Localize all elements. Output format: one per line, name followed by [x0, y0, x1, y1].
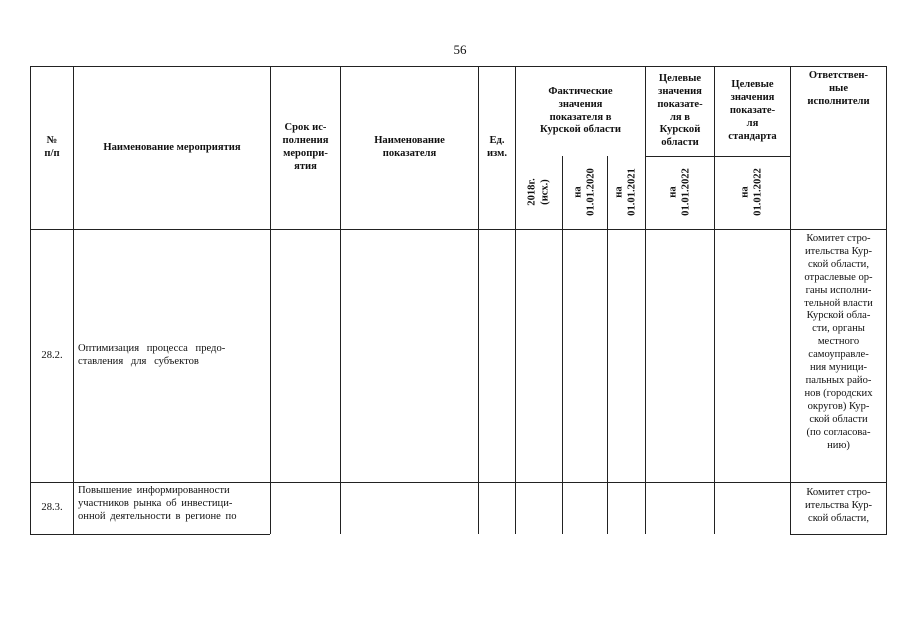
- subheader-2018: 2018г. (исх.): [526, 178, 550, 206]
- header-indicator-name: Наименование показателя: [374, 135, 445, 159]
- row-28-2-number: 28.2.: [41, 349, 63, 361]
- header-responsible: Ответствен- ные исполнители: [807, 70, 870, 107]
- row-28-2-activity: Оптимизация процесса предо- ставления для субъектов: [78, 343, 226, 367]
- subheader-2022-region: на 01.01.2022: [667, 168, 691, 216]
- row-28-3-activity: Повышение информированности участников рынка об инвестици- онной деятельности в регионе по: [78, 485, 237, 522]
- header-target-region: Целевые значения показате- ля в Курской области: [657, 72, 703, 149]
- page-number: 56: [453, 42, 467, 57]
- subheader-2022-standard: на 01.01.2022: [739, 168, 763, 216]
- row-28-3-responsible: Комитет стро- ительства Кур- ской области,: [804, 487, 873, 524]
- header-unit: Ед. изм.: [486, 135, 508, 159]
- header-activity-name: Наименование мероприятия: [103, 141, 241, 153]
- header-deadline: Срок ис- полнения меропри- ятия: [282, 122, 329, 172]
- row-28-3-number: 28.3.: [41, 502, 63, 514]
- header-actual-values: Фактические значения показателя в Курской области: [540, 85, 621, 136]
- header-target-standard: Целевые значения показате- ля стандарта: [728, 79, 777, 142]
- subheader-2020: на 01.01.2020: [572, 168, 596, 216]
- subheader-2021: на 01.01.2021: [613, 168, 637, 216]
- header-number: № п/п: [44, 135, 60, 159]
- row-28-2-responsible: Комитет стро- ительства Кур- ской области, отраслевые ор- ганы исполни- тельной власти Курской обла- сти, органы местного самоуправле- ния муници- пальных райо- нов (городских округов) Кур- ской области (по согласова- нию): [804, 233, 873, 451]
